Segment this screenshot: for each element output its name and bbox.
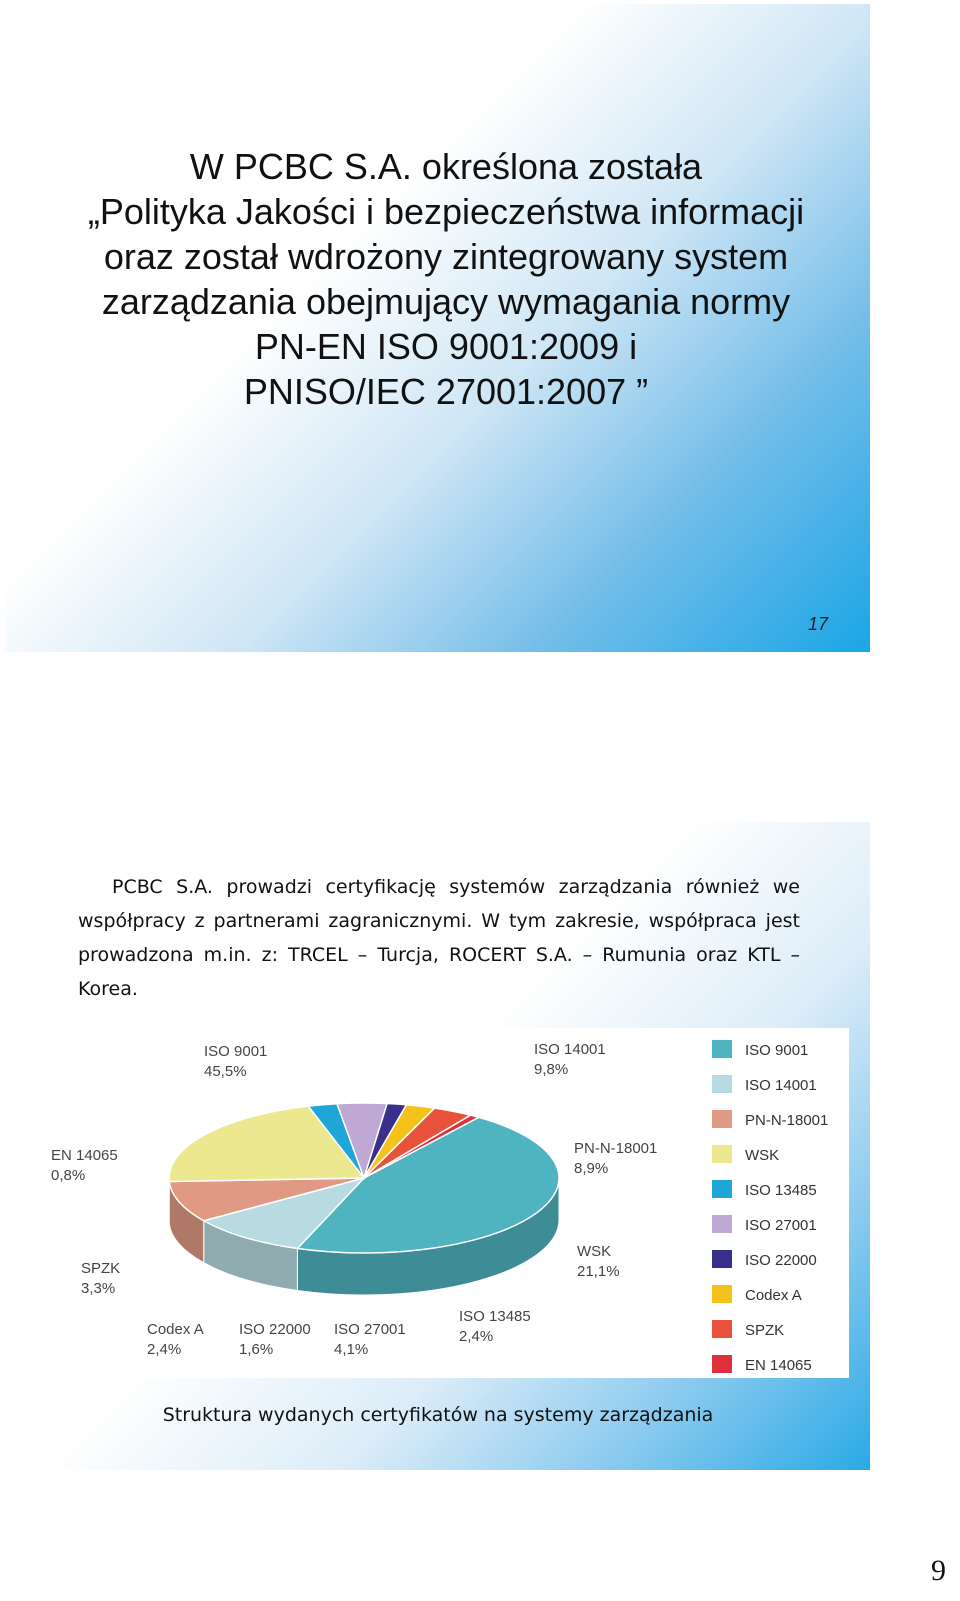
legend-swatch (712, 1355, 732, 1373)
callout-label: SPZK (81, 1260, 121, 1277)
legend-label: WSK (745, 1147, 780, 1164)
title-line: „Polityka Jakości i bezpieczeństwa informacji (87, 191, 805, 232)
callout-value: 2,4% (147, 1341, 182, 1358)
slide-quality-policy (6, 4, 870, 652)
slide-body-text: PCBC S.A. prowadzi certyfikację systemów zarządzania również we współpracy z partnerami zagranicznymi. W tym zakresie, współpraca jest prowadzona m.in. z: TRCEL – Turcja, ROCERT S.A. – Rumunia oraz KTL – Korea. (78, 876, 800, 1000)
callout-value: 45,5% (204, 1063, 247, 1080)
legend-swatch (712, 1040, 732, 1058)
callout-label: PN-N-18001 (574, 1140, 658, 1157)
legend-label: PN-N-18001 (745, 1112, 829, 1129)
title-line: zarządzania obejmujący wymagania normy (101, 281, 791, 322)
callout-label: ISO 27001 (334, 1321, 406, 1338)
callout-value: 3,3% (81, 1280, 116, 1297)
callout-label: ISO 22000 (239, 1321, 311, 1338)
legend-swatch (712, 1320, 732, 1338)
legend-swatch (712, 1075, 732, 1093)
slide-title (46, 144, 846, 414)
callout-value: 9,8% (534, 1061, 569, 1078)
title-line: PN-EN ISO 9001:2009 i (254, 326, 638, 367)
callout-label: ISO 13485 (459, 1308, 531, 1325)
callout-value: 8,9% (574, 1160, 609, 1177)
chart-caption: Struktura wydanych certyfikatów na systemy zarządzania (162, 1404, 714, 1426)
pie-chart (29, 1028, 849, 1378)
slide-number: 17 (807, 614, 828, 634)
legend-swatch (712, 1285, 732, 1303)
slide-certification (6, 822, 870, 1470)
legend-label: Codex A (745, 1287, 802, 1304)
legend-swatch (712, 1215, 732, 1233)
callout-value: 4,1% (334, 1341, 369, 1358)
title-line: W PCBC S.A. określona została (189, 146, 703, 187)
legend-label: ISO 22000 (745, 1252, 817, 1269)
legend-swatch (712, 1180, 732, 1198)
legend-label: EN 14065 (745, 1357, 812, 1374)
legend-swatch (712, 1145, 732, 1163)
callout-value: 21,1% (577, 1263, 620, 1280)
pie-chart-panel (29, 1028, 849, 1378)
title-line: PNISO/IEC 27001:2007 ” (243, 371, 649, 412)
callout-label: Codex A (147, 1321, 204, 1338)
callout-value: 2,4% (459, 1328, 494, 1345)
page-number: 9 (931, 1554, 946, 1587)
title-line: oraz został wdrożony zintegrowany system (103, 236, 789, 277)
callout-label: EN 14065 (51, 1147, 118, 1164)
callout-label: ISO 9001 (204, 1043, 268, 1060)
legend-label: ISO 9001 (745, 1042, 809, 1059)
legend-label: ISO 14001 (745, 1077, 817, 1094)
legend-swatch (712, 1110, 732, 1128)
callout-value: 0,8% (51, 1167, 86, 1184)
legend-label: SPZK (745, 1322, 785, 1339)
callout-value: 1,6% (239, 1341, 274, 1358)
callout-label: ISO 14001 (534, 1041, 606, 1058)
legend-label: ISO 13485 (745, 1182, 817, 1199)
legend-swatch (712, 1250, 732, 1268)
callout-label: WSK (577, 1243, 612, 1260)
legend-label: ISO 27001 (745, 1217, 817, 1234)
